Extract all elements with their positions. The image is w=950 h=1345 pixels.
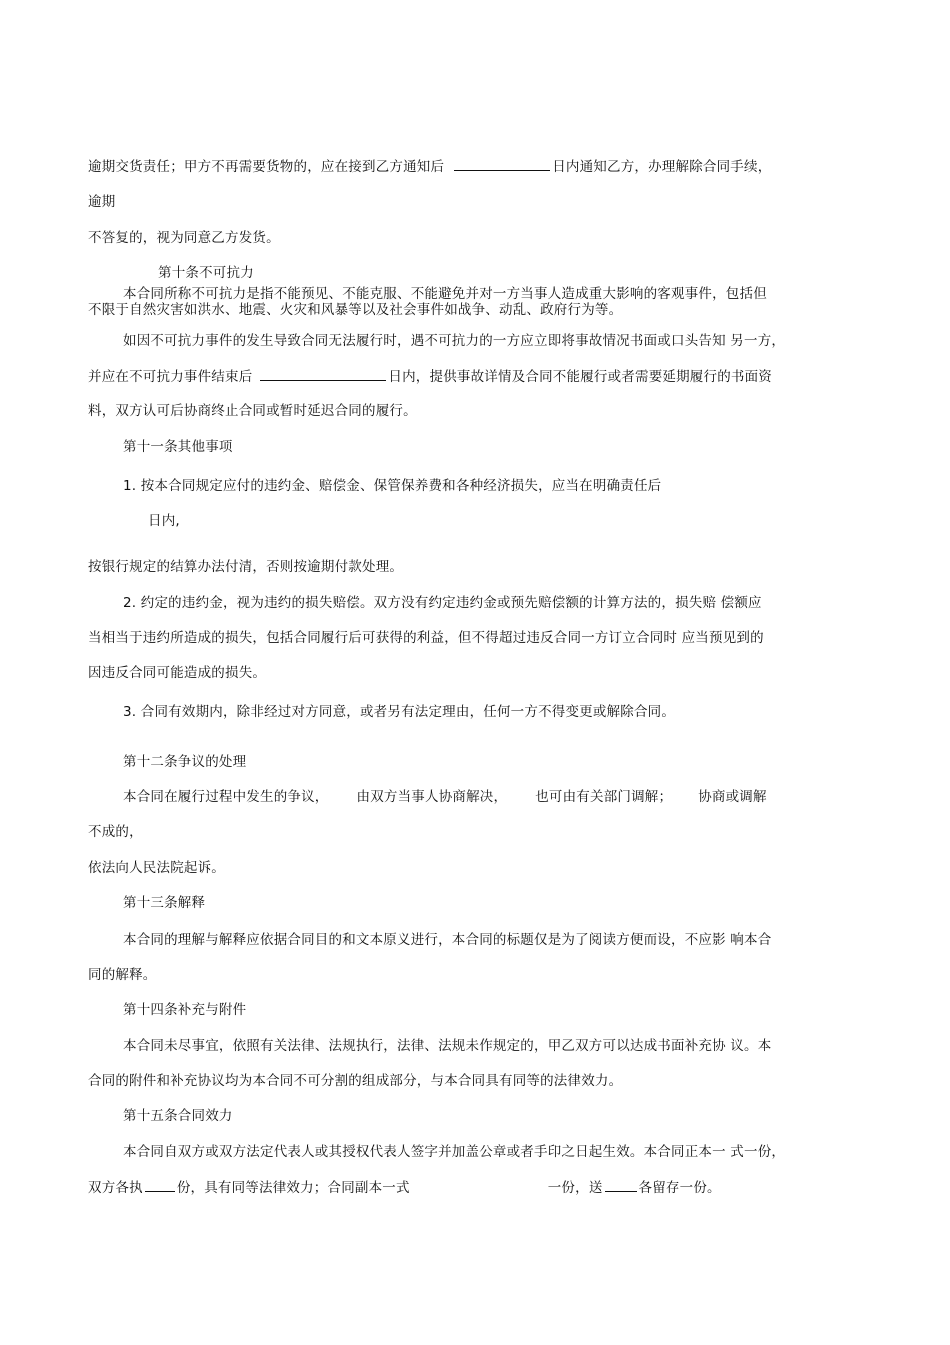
text-segment: 本合同在履行过程中发生的争议， bbox=[123, 789, 329, 805]
paragraph-line: 按银行规定的结算办法付清，否则按逾期付款处理。 bbox=[88, 559, 404, 575]
paragraph-line bbox=[123, 789, 767, 805]
text-segment: 逾期交货责任；甲方不再需要货物的，应在接到乙方通知后 bbox=[88, 159, 445, 175]
text-segment: 双方各执 bbox=[88, 1180, 143, 1196]
list-item-3: 3. 合同有效期内，除非经过对方同意，或者另有法定理由，任何一方不得变更或解除合同。 bbox=[123, 704, 676, 720]
section-heading-15: 第十五条合同效力 bbox=[123, 1108, 233, 1124]
paragraph-line: 日内, bbox=[148, 513, 180, 529]
list-item-1: 1. 按本合同规定应付的违约金、赔偿金、保管保养费和各种经济损失，应当在明确责任后 bbox=[123, 478, 662, 494]
section-heading-12: 第十二条争议的处理 bbox=[123, 754, 247, 770]
paragraph-line: 同的解释。 bbox=[88, 967, 157, 983]
section-heading-14: 第十四条补充与附件 bbox=[123, 1002, 247, 1018]
text-segment: 也可由有关部门调解； bbox=[535, 789, 673, 805]
fill-in-blank bbox=[605, 1179, 637, 1192]
paragraph-line: 本合同自双方或双方法定代表人或其授权代表人签字并加盖公章或者手印之日起生效。本合同正本一 式一份， bbox=[123, 1144, 786, 1160]
paragraph-line: 料，双方认可后协商终止合同或暂时延迟合同的履行。 bbox=[88, 403, 417, 419]
text-segment: 份，具有同等法律效力；合同副本一式 bbox=[176, 1180, 410, 1196]
paragraph-line: 逾期 bbox=[88, 194, 116, 210]
text-segment: 各留存一份。 bbox=[638, 1180, 721, 1196]
section-heading-10: 第十条不可抗力 bbox=[158, 265, 254, 281]
fill-in-blank bbox=[260, 368, 386, 381]
paragraph-line: 不限于自然灾害如洪水、地震、火灾和风暴等以及社会事件如战争、动乱、政府行为等。 bbox=[88, 302, 623, 318]
paragraph-line: 合同的附件和补充协议均为本合同不可分割的组成部分，与本合同具有同等的法律效力。 bbox=[88, 1073, 623, 1089]
text-segment: 一份，送 bbox=[547, 1180, 603, 1196]
paragraph-line: 本合同的理解与解释应依据合同目的和文本原义进行，本合同的标题仅是为了阅读方便而设，不应影 响本合 bbox=[123, 932, 772, 948]
paragraph-line: 依法向人民法院起诉。 bbox=[88, 860, 225, 876]
paragraph-line bbox=[88, 1179, 721, 1196]
paragraph-line: 本合同所称不可抗力是指不能预见、不能克服、不能避免并对一方当事人造成重大影响的客观事件，包括但 bbox=[123, 286, 767, 302]
paragraph-line: 当相当于违约所造成的损失，包括合同履行后可获得的利益，但不得超过违反合同一方订立合同时 应当预见到的 bbox=[88, 630, 764, 646]
text-segment: 由双方当事人协商解决， bbox=[356, 789, 508, 805]
list-item-2: 2. 约定的违约金，视为违约的损失赔偿。双方没有约定违约金或预先赔偿额的计算方法的，损失赔 偿额应 bbox=[123, 595, 762, 611]
text-segment: 并应在不可抗力事件结束后 bbox=[88, 369, 253, 385]
section-heading-11: 第十一条其他事项 bbox=[123, 439, 233, 455]
paragraph-line: 因违反合同可能造成的损失。 bbox=[88, 665, 267, 681]
paragraph-line: 不答复的，视为同意乙方发货。 bbox=[88, 230, 280, 246]
text-segment: 日内，提供事故详情及合同不能履行或者需要延期履行的书面资 bbox=[388, 369, 773, 385]
fill-in-blank bbox=[454, 158, 550, 171]
paragraph-line: 如因不可抗力事件的发生导致合同无法履行时，遇不可抗力的一方应立即将事故情况书面或口头告知 另一方， bbox=[123, 333, 786, 349]
fill-in-blank bbox=[145, 1179, 175, 1192]
paragraph-line: 不成的， bbox=[88, 824, 143, 840]
paragraph-line bbox=[88, 368, 772, 385]
paragraph-line bbox=[88, 158, 771, 175]
text-segment: 日内通知乙方，办理解除合同手续， bbox=[552, 159, 772, 175]
section-heading-13: 第十三条解释 bbox=[123, 895, 206, 911]
text-segment: 协商或调解 bbox=[698, 789, 767, 805]
paragraph-line: 本合同未尽事宜，依照有关法律、法规执行，法律、法规未作规定的，甲乙双方可以达成书面补充协 议。本 bbox=[123, 1038, 772, 1054]
